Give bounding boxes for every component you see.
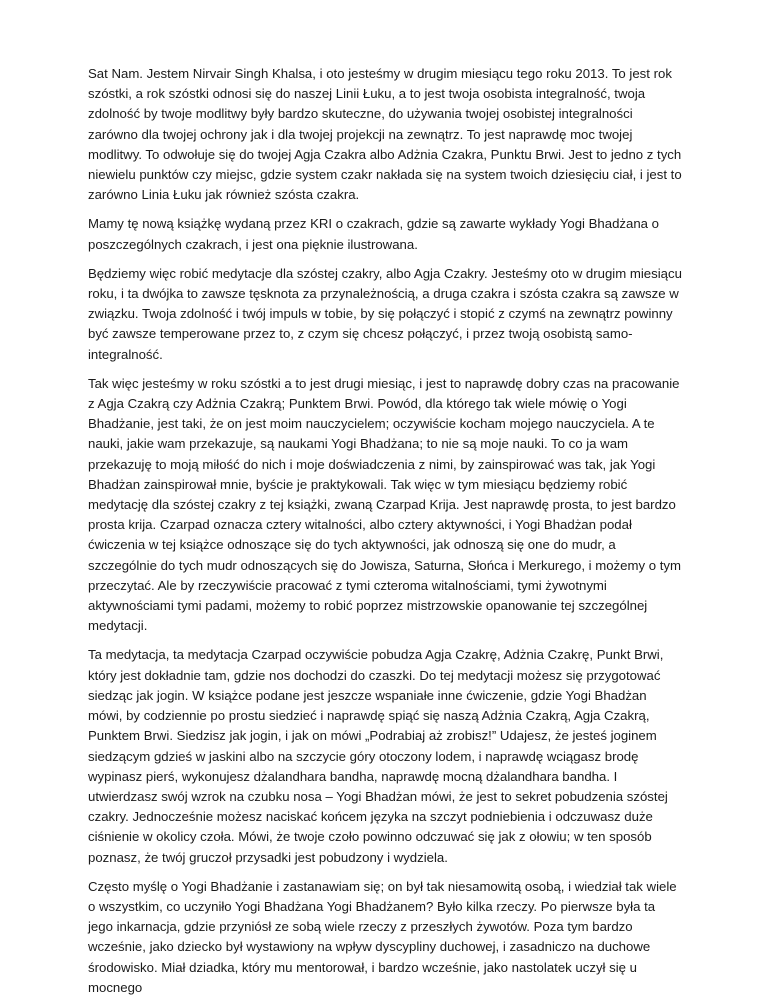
paragraph-6: Często myślę o Yogi Bhadżanie i zastanawiam się; on był tak niesamowitą osobą, i wiedział tak wiele o wszystkim, co uczyniło Yogi Bhadżana Yogi Bhadżanem? Było kilka rzeczy. Po pierwsze była ta jego inkarnacja, gdzie przyniósł ze sobą wiele rzeczy z przeszłych żywotów. Poza tym bardzo wcześnie, jako dziecko był wystawiony na wpływ dyscypliny duchowej, i zasadniczo na duchowe środowisko. Miał dziadka, który mu mentorował, i bardzo wcześnie, jako nastolatek uczył się u mocnego: [88, 878, 677, 995]
paragraph-4: Tak więc jesteśmy w roku szóstki a to jest drugi miesiąc, i jest to naprawdę dobry czas na pracowanie z Agja Czakrą czy Adżnia Czakrą; Punktem Brwi. Powód, dla którego tak wiele mówię o Yogi Bhadżanie, jest taki, że on jest moim nauczycielem; oczywiście kocham mojego nauczyciela. A te nauki, jakie wam przekazuje, są naukami Yogi Bhadżana; to nie są moje nauki. To co ja wam przekazuję to moją miłość do nich i moje doświadczenia z nimi, by zainspirować was tak, jak Yogi Bhadżan zainspirował mnie, byście je praktykowali. Tak więc w tym miesiącu będziemy robić medytację dla szóstej czakry z tej książki, zwaną Czarpad Krija. Jest naprawdę prosta, to jest bardzo prosta krija. Czarpad oznacza cztery witalności, albo cztery aktywności, i Yogi Bhadżan podał ćwiczenia w tej książce odnoszące się do tych aktywności, jak odnoszą się one do mudr, a szczególnie do tych mudr odnoszących się do Jowisza, Saturna, Słońca i Merkurego, i możemy o tym przeczytać. Ale by rzeczywiście pracować z tymi czteroma witalnościami, tymi żywotnymi aktywnościami tymi padami, możemy to robić poprzez mistrzowskie opanowanie tej szczególnej medytacji.: [88, 375, 681, 634]
paragraph-3: Będziemy więc robić medytacje dla szóstej czakry, albo Agja Czakry. Jesteśmy oto w drugim miesiącu roku, i ta dwójka to zawsze tęsknota za przynależnością, a druga czakra i szósta czakra są zawsze w związku. Twoja zdolność i twój impuls w tobie, by się połączyć i stopić z czymś na zewnątrz powinny być zawsze temperowane przez to, z czym się chcesz połączyć, i przez twoją osobistą samo-integralność.: [88, 265, 682, 362]
paragraph-1: Sat Nam. Jestem Nirvair Singh Khalsa, i oto jesteśmy w drugim miesiącu tego roku 2013. To jest rok szóstki, a rok szóstki odnosi się do naszej Linii Łuku, a to jest twoja osobista integralność, twoja zdolność by twoje modlitwy były bardzo skuteczne, do używania twojej osobistej integralności zarówno dla twojej ochrony jak i dla twojej projekcji na zewnątrz. To jest naprawdę moc twojej modlitwy. To odwołuje się do twojej Agja Czakra albo Adżnia Czakra, Punktu Brwi. Jest to jedno z tych niewielu punktów czy miejsc, gdzie system czakr nakłada się na system twoich dziesięciu ciał, i jest to zarówno Linia Łuku jak również szósta czakra.: [88, 66, 682, 203]
document-page: [88, 64, 682, 1007]
paragraph-2: Mamy tę nową książkę wydaną przez KRI o czakrach, gdzie są zawarte wykłady Yogi Bhadżana o poszczególnych czakrach, i jest ona pięknie ilustrowana.: [88, 216, 660, 252]
paragraph-5: Ta medytacja, ta medytacja Czarpad oczywiście pobudza Agja Czakrę, Adżnia Czakrę, Punkt Brwi, który jest dokładnie tam, gdzie nos dochodzi do czaszki. Do tej medytacji możesz się przygotować siedząc jak jogin. W książce podane jest jeszcze wspaniałe inne ćwiczenie, gdzie Yogi Bhadżan mówi, by codziennie po prostu siedzieć i naprawdę spiąć się naszą Adżnia Czakrą, Agja Czakrą, Punktem Brwi. Siedzisz jak jogin, i jak on mówi „Podrabiaj aż zrobisz!” Udajesz, że jesteś joginem siedzącym gdzieś w jaskini albo na szczycie góry otoczony lodem, i naprawdę wciągasz brodę wypinasz pierś, wykonujesz dżalandhara bandha, naprawdę mocną dżalandhara bandha. I utwierdzasz swój wzrok na czubku nosa – Yogi Bhadżan mówi, że jest to sekret pobudzenia szóstej czakry. Jednocześnie możesz naciskać końcem języka na szczyt podniebienia i odczuwasz duże ciśnienie w okolicy czoła. Mówi, że twoje czoło powinno odczuwać się jak z ołowiu; w ten sposób poznasz, że twój gruczoł przysadki jest pobudzony i wydziela.: [88, 647, 668, 865]
